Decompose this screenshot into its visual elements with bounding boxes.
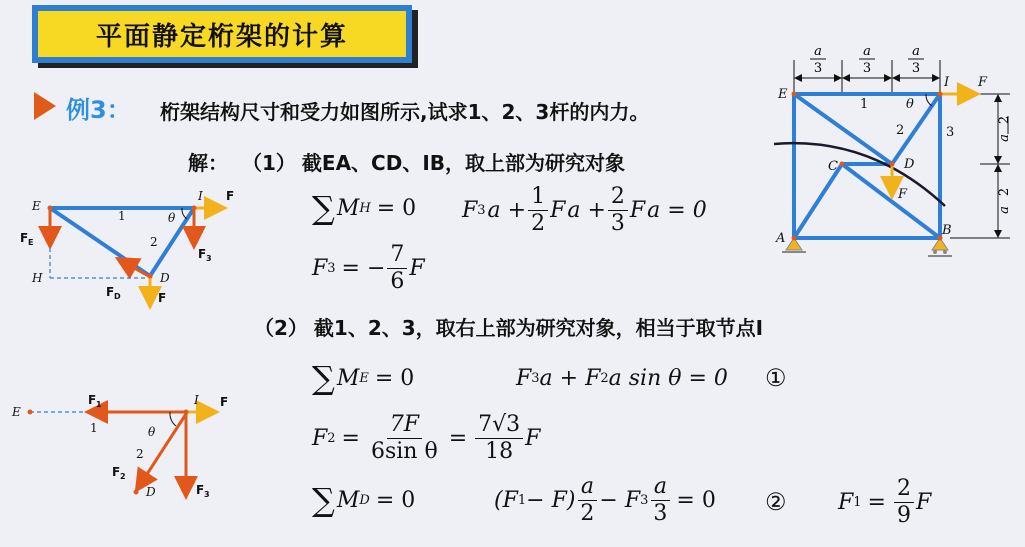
node-dot [792,236,797,241]
force-label-F: F [220,395,229,409]
eq-term: F [915,490,932,515]
eq-term: − F) [526,488,576,513]
eq-term: = 0 [374,365,415,391]
node-label-E: E [12,405,21,419]
force-label-FE: F [20,231,29,245]
equation-marker-2: ② [765,488,787,516]
eq-term: a + [567,198,606,223]
theta-arc [170,412,176,426]
bar-label-2: 2 [136,447,144,461]
dim-label: a [863,44,871,59]
eq-subscript: 2 [327,431,336,446]
step1-result [312,244,425,293]
fraction [387,244,407,293]
force-label-subscript: D [114,292,121,301]
dim-label: 2 [997,187,1012,197]
denominator: 6sin θ [370,439,438,464]
step2-equation-balance [516,366,728,391]
node-label-D: D [160,271,170,285]
eq-term: = [341,426,360,451]
play-arrow-icon [34,92,56,120]
bar-label-1: 1 [118,209,126,223]
denominator: 2 [531,211,546,236]
force-label-subscript: 2 [120,472,126,481]
free-body-diagram-1 [10,186,260,310]
node-dot [192,206,197,211]
step1-equation-moment [312,189,417,227]
node-dot [792,92,797,97]
eq-subscript: 3 [327,261,336,276]
theta-label: θ [148,425,156,439]
eq-term: a sin θ = 0 [608,366,728,391]
eq-term: M [336,195,360,221]
eq-subscript: 1 [517,493,527,508]
step2-number: （2） [254,316,308,340]
eq-term: = 0 [376,195,417,221]
eq-term: = [867,490,886,515]
eq-term: = [448,426,468,451]
force-label-FD: F [106,285,115,299]
step1-heading [188,147,625,176]
node-dot [840,162,845,167]
force-label-F: F [158,291,167,305]
node-label-D: D [904,157,915,172]
theta-label: θ [168,211,176,225]
free-body-diagram-2 [0,384,250,504]
force-label-F: F [898,187,908,202]
denominator: 2 [580,501,595,526]
fraction [650,476,670,525]
truss-member-ED [794,94,892,164]
step1-number: （1） [242,151,296,175]
denominator: 3 [610,211,625,236]
step2-text: 截1、2、3，取右上部为研究对象，相当于取节点I [313,316,764,340]
page-title: 平面静定桁架的计算 [95,21,348,52]
eq-term: a = 0 [647,198,707,223]
denominator: 3 [653,501,668,526]
denominator: 9 [896,503,911,528]
eq-term: F [409,256,425,281]
numerator: 7 [387,244,407,269]
example-text: 桁架结构尺寸和受力如图所示,试求1、2、3杆的内力。 [160,100,650,124]
node-label-B: B [942,223,952,238]
node-dot [148,274,153,279]
force-label-F3: F [198,247,207,261]
node-label-A: A [776,231,786,246]
step2-equation-d-balance [494,476,716,525]
eq-term: M [336,487,360,513]
node-label-E: E [32,199,41,213]
node-dot [938,92,943,97]
node-dot [48,206,53,211]
solve-label: 解： [188,151,228,175]
node-dot [184,410,189,415]
force-label-F3: F [196,483,205,497]
fraction [894,478,914,527]
title-banner [32,5,412,63]
force-label-subscript: 3 [206,254,212,263]
dim-label: 2 [997,115,1012,125]
numerator: a [578,476,597,501]
section-cut-curve [774,143,945,206]
denominator: 18 [485,439,514,464]
fraction [577,476,597,525]
eq-term: F [312,256,328,281]
eq-subscript: H [359,200,371,216]
dim-label: 3 [862,61,872,76]
eq-subscript: D [359,492,370,508]
step2-heading [254,312,763,341]
force-label-subscript: 3 [204,490,210,499]
eq-term: F [838,490,854,515]
eq-term: (F [494,488,518,513]
eq-term: a + F [539,366,601,391]
step2-equation-moment [312,359,415,397]
dim-label: 3 [813,61,823,76]
numerator: 2 [608,186,628,211]
fraction [475,414,523,463]
dim-label: a [912,44,920,59]
roller-wheel [933,250,937,254]
force-arrow-FD [120,260,152,278]
eq-term: = − [341,256,386,281]
fraction [368,414,441,463]
eq-term: F [516,366,532,391]
bar-label-1: 1 [90,421,98,435]
bar-label-1: 1 [860,97,869,112]
eq-term: F [312,426,328,451]
node-label-I: I [944,75,950,90]
eq-term: M [336,365,360,391]
sum-symbol: ∑ [312,189,335,227]
numerator: a [651,476,670,501]
eq-term: F [629,198,646,223]
bar-label-3: 3 [946,125,955,140]
eq-term: − F [599,488,641,513]
step1-equation-balance [462,186,707,235]
dim-label: 3 [911,61,921,76]
example-label: 例3： [66,96,131,124]
dim-label: a [997,206,1012,214]
roller-wheel [943,250,947,254]
force-label-F: F [226,189,235,203]
node-dot [28,410,33,415]
sum-symbol: ∑ [312,481,335,519]
step1-text: 截EA、CD、IB，取上部为研究对象 [301,151,626,175]
dim-label: a [814,44,822,59]
node-label-E: E [778,87,788,102]
eq-subscript: 2 [600,371,609,386]
bar-label-2: 2 [896,123,905,138]
sum-symbol: ∑ [312,359,335,397]
eq-term: = 0 [676,488,716,513]
force-arrow-F2 [138,414,186,488]
bar-label-2: 2 [150,235,158,249]
eq-subscript: 1 [853,495,862,510]
eq-subscript: 3 [531,371,540,386]
node-label-D: D [146,485,156,499]
node-dot [890,162,895,167]
node-label-I: I [194,393,199,407]
eq-term: a + [487,198,527,223]
eq-subscript: 3 [477,203,486,218]
eq-subscript: E [359,370,369,386]
force-label-F1: F [88,393,97,407]
f1-result [838,478,931,527]
eq-term: F [462,198,478,223]
numerator: 1 [528,186,548,211]
eq-subscript: 3 [640,493,649,508]
step2-equation-moment-d [312,481,416,519]
force-label-subscript: 1 [96,400,102,409]
numerator: 7√3 [475,414,523,439]
truss-member-ED [50,208,150,276]
node-label-C: C [828,159,838,174]
numerator: 2 [894,478,914,503]
force-label-subscript: E [28,238,34,247]
node-label-H: H [32,271,43,285]
truss-member-CA [794,164,842,238]
theta-label: θ [906,97,914,112]
eq-term: F [525,426,541,451]
eq-term: F [550,198,566,223]
force-label-F2: F [112,465,121,479]
node-label-I: I [198,189,203,203]
step2-f2-result [312,414,540,463]
equation-marker-1: ① [765,364,787,392]
denominator: 6 [390,269,405,294]
node-dot [134,490,139,495]
force-label-F: F [978,75,988,90]
fraction [608,186,628,235]
eq-term: = 0 [375,487,416,513]
dim-label: a [997,134,1012,142]
truss-main-diagram [770,36,1020,262]
fraction [528,186,548,235]
numerator: 7F [387,414,422,439]
